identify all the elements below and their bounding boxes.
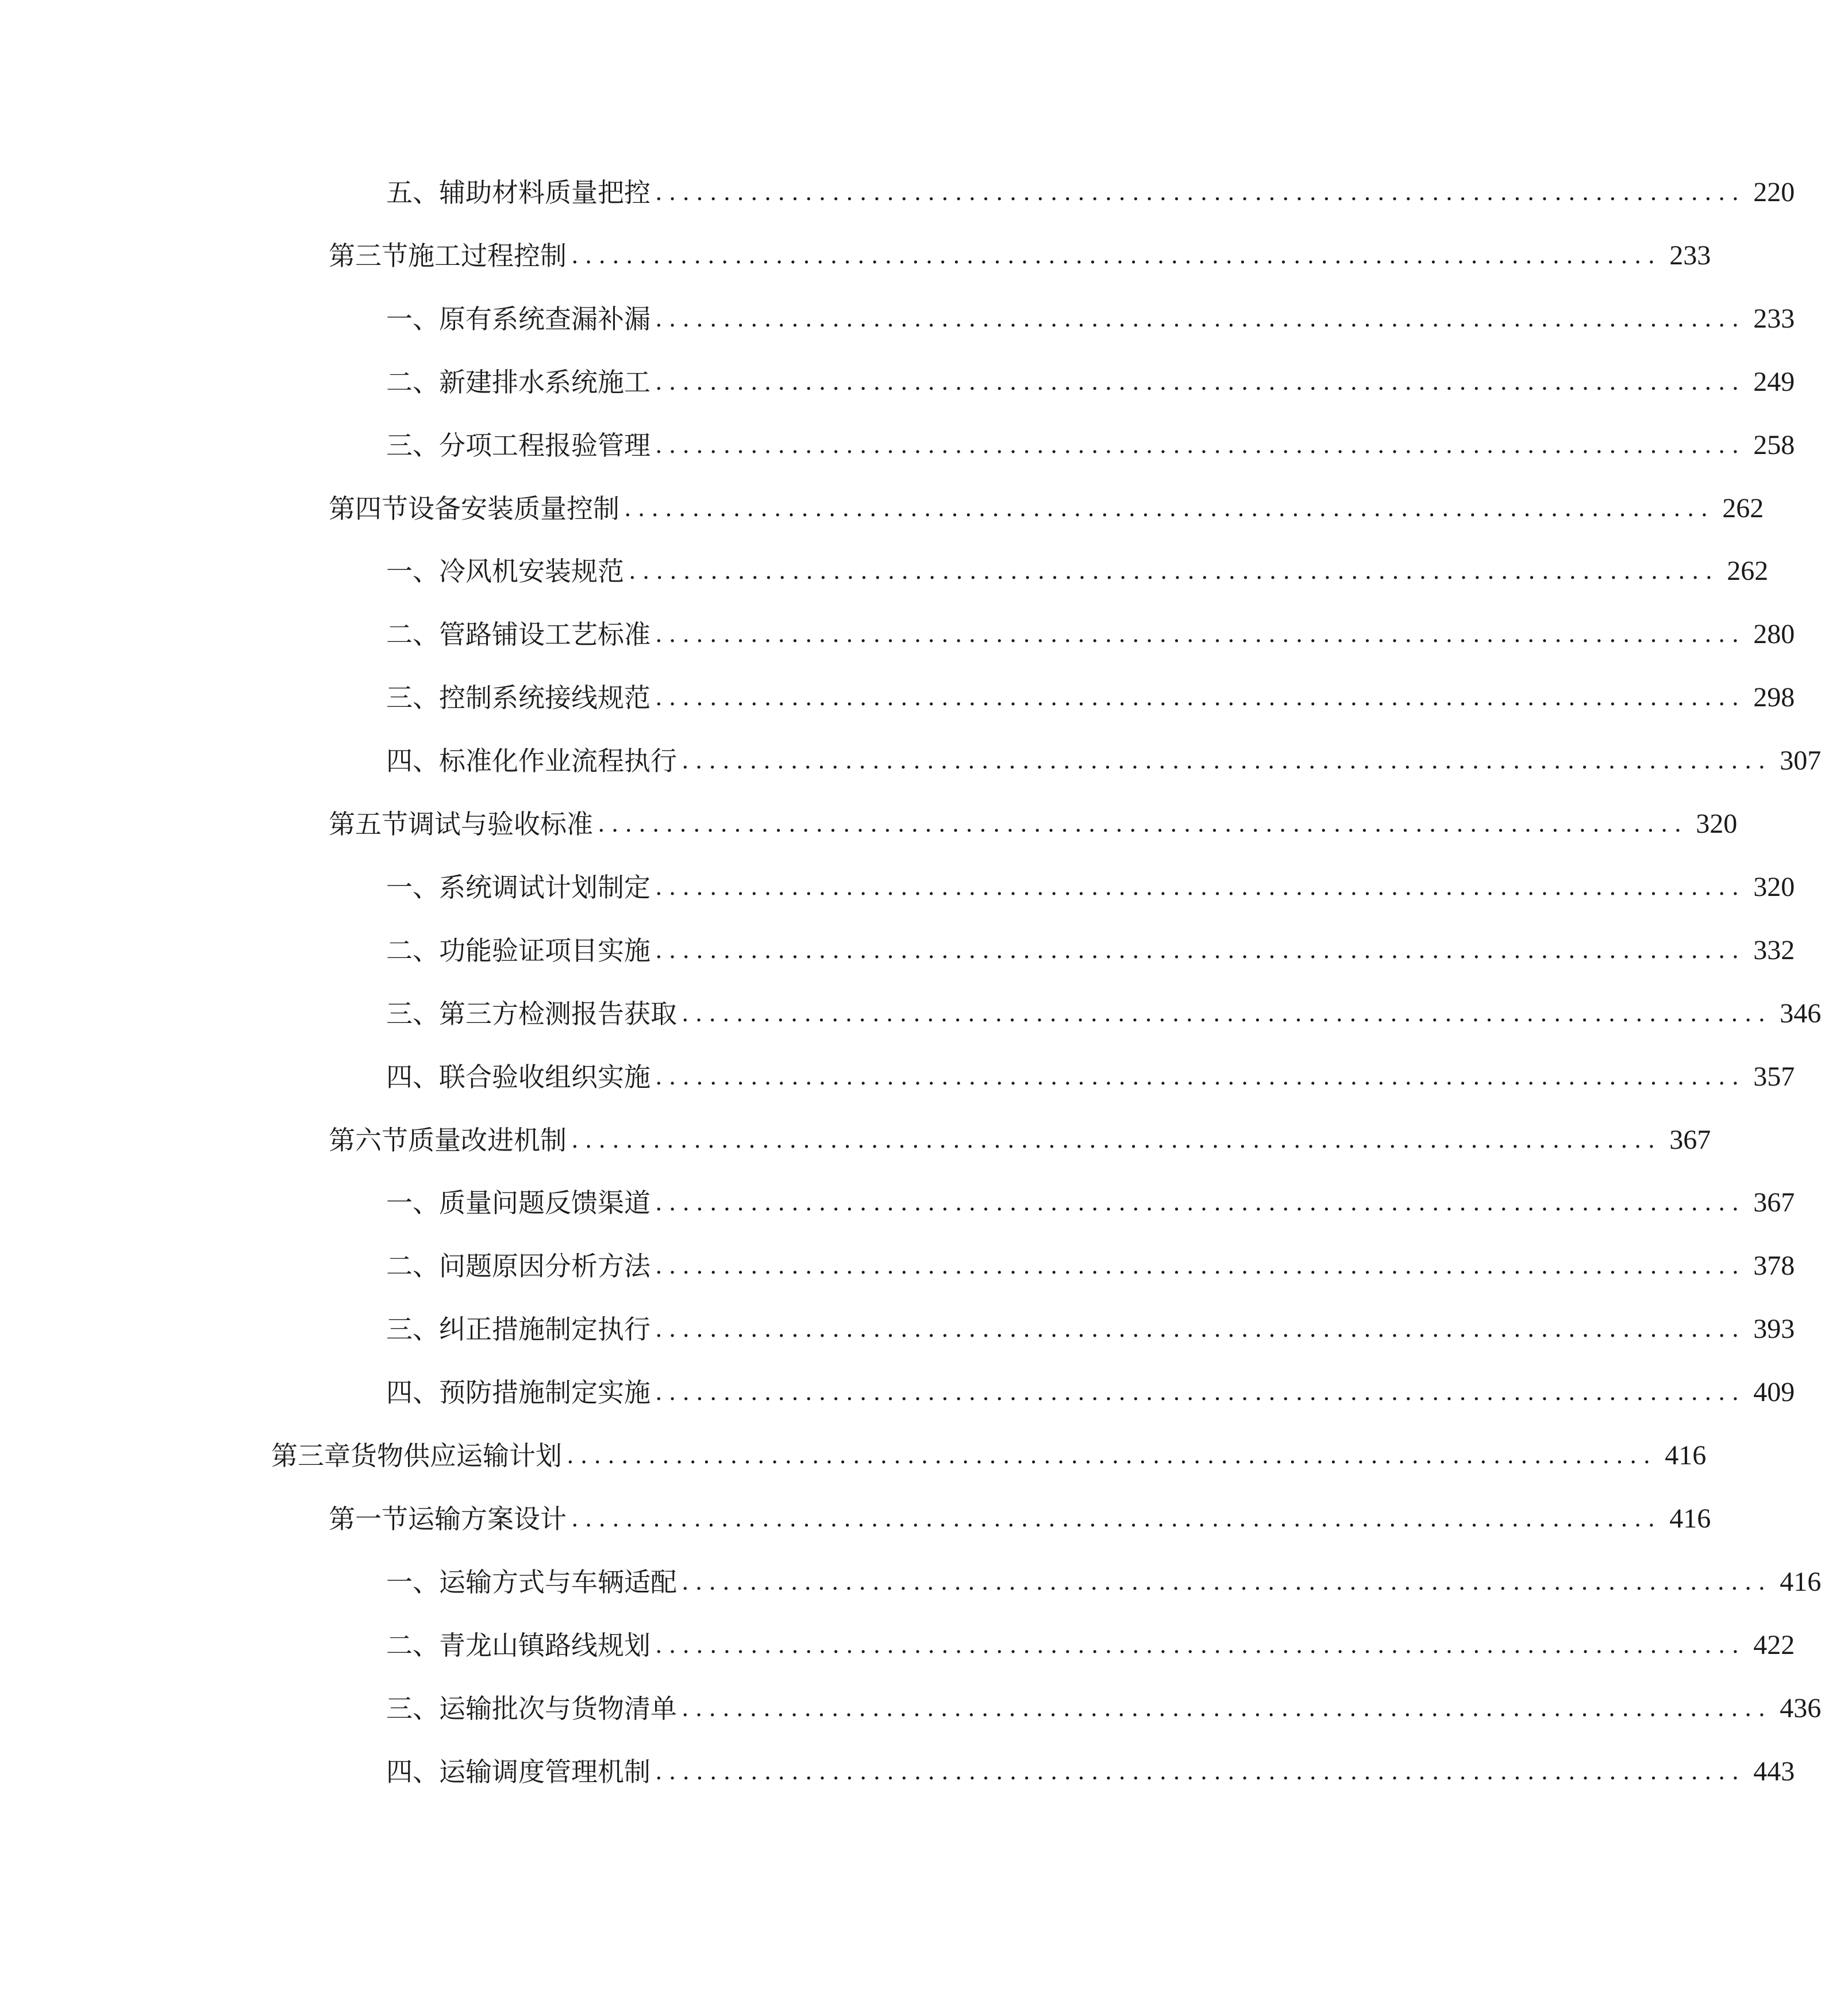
toc-entry-number: 三、 <box>386 430 439 461</box>
toc-dot-leader: ................................................................................ <box>655 306 1746 332</box>
toc-entry[interactable] <box>386 675 1795 721</box>
toc-dot-leader: ................................................................................ <box>655 1190 1746 1216</box>
toc-entry-number: 一、 <box>386 303 439 334</box>
toc-entry-title: 运输调度管理机制 <box>439 1756 650 1787</box>
toc-entry-number: 第三节 <box>329 240 408 271</box>
toc-dot-leader: ................................................................................ <box>682 1001 1772 1027</box>
toc-entry-title: 问题原因分析方法 <box>439 1251 650 1282</box>
toc-entry-title: 功能验证项目实施 <box>439 935 650 966</box>
toc-dot-leader: ................................................................................ <box>655 1316 1746 1342</box>
toc-entry-page-number: 393 <box>1753 1314 1795 1344</box>
toc-entry[interactable] <box>386 1686 1821 1732</box>
toc-dot-leader: ................................................................................ <box>571 1506 1662 1532</box>
toc-entry[interactable] <box>386 1180 1795 1226</box>
toc-entry-title: 运输方案设计 <box>408 1503 567 1534</box>
toc-entry-title: 运输方式与车辆适配 <box>439 1567 677 1598</box>
toc-entry-title: 青龙山镇路线规划 <box>439 1630 650 1661</box>
toc-entry-page-number: 367 <box>1669 1125 1711 1155</box>
toc-entry[interactable] <box>386 170 1795 216</box>
toc-entry-title: 第三方检测报告获取 <box>439 998 677 1029</box>
toc-dot-leader: ................................................................................ <box>682 1569 1772 1595</box>
toc-entry-page-number: 307 <box>1780 745 1821 776</box>
toc-entry-number: 二、 <box>386 935 439 966</box>
toc-entry-number: 四、 <box>386 745 439 776</box>
toc-entry-title: 施工过程控制 <box>408 240 567 271</box>
toc-dot-leader: ................................................................................ <box>629 558 1719 584</box>
toc-entry-page-number: 220 <box>1753 177 1795 207</box>
toc-dot-leader: ................................................................................ <box>571 1127 1662 1153</box>
toc-entry-page-number: 320 <box>1753 872 1795 902</box>
toc-dot-leader: ................................................................................ <box>655 369 1746 395</box>
toc-entry[interactable] <box>271 1433 1707 1479</box>
toc-entry-number: 第一节 <box>329 1503 408 1534</box>
toc-entry-title: 分项工程报验管理 <box>439 430 650 461</box>
toc-entry[interactable] <box>386 1559 1821 1605</box>
toc-dot-leader: ................................................................................ <box>655 1759 1746 1785</box>
toc-entry[interactable] <box>386 611 1795 657</box>
toc-entry-page-number: 280 <box>1753 619 1795 649</box>
toc-entry-page-number: 320 <box>1696 809 1738 839</box>
toc-entry[interactable] <box>386 1622 1795 1668</box>
toc-entry-title: 新建排水系统施工 <box>439 367 650 398</box>
toc-dot-leader: ................................................................................ <box>571 243 1662 269</box>
toc-entry[interactable] <box>329 1496 1711 1542</box>
toc-entry-page-number: 422 <box>1753 1630 1795 1660</box>
toc-entry-title: 调试与验收标准 <box>408 809 593 840</box>
toc-dot-leader: ................................................................................ <box>655 1379 1746 1406</box>
toc-entry-title: 运输批次与货物清单 <box>439 1693 677 1724</box>
toc-entry-title: 设备安装质量控制 <box>408 493 619 524</box>
toc-entry[interactable] <box>386 738 1821 784</box>
toc-dot-leader: ................................................................................ <box>655 621 1746 648</box>
toc-dot-leader: ................................................................................ <box>655 1632 1746 1659</box>
toc-entry-title: 联合验收组织实施 <box>439 1061 650 1092</box>
toc-entry-page-number: 233 <box>1669 240 1711 271</box>
toc-entry-page-number: 262 <box>1722 493 1764 524</box>
toc-dot-leader: ................................................................................ <box>682 1695 1772 1722</box>
toc-entry-page-number: 357 <box>1753 1061 1795 1092</box>
toc-entry[interactable] <box>329 486 1764 532</box>
toc-entry-page-number: 436 <box>1780 1693 1821 1723</box>
toc-entry-number: 三、 <box>386 1693 439 1724</box>
toc-entry-page-number: 332 <box>1753 935 1795 965</box>
toc-entry-number: 第四节 <box>329 493 408 524</box>
toc-entry-title: 质量问题反馈渠道 <box>439 1187 650 1218</box>
toc-entry-number: 一、 <box>386 556 439 587</box>
toc-dot-leader: ................................................................................ <box>624 495 1715 522</box>
toc-dot-leader: ................................................................................ <box>655 1064 1746 1090</box>
toc-entry-title: 纠正措施制定执行 <box>439 1314 650 1345</box>
toc-entry-number: 第三章 <box>271 1440 351 1471</box>
toc-entry-number: 四、 <box>386 1061 439 1092</box>
toc-entry[interactable] <box>329 233 1711 279</box>
toc-entry-page-number: 233 <box>1753 303 1795 334</box>
toc-entry-title: 质量改进机制 <box>408 1125 567 1156</box>
toc-entry-number: 五、 <box>386 177 439 208</box>
toc-entry-title: 标准化作业流程执行 <box>439 745 677 776</box>
toc-entry-page-number: 378 <box>1753 1251 1795 1281</box>
toc-entry-number: 四、 <box>386 1377 439 1408</box>
toc-entry[interactable] <box>386 1749 1795 1795</box>
toc-entry[interactable] <box>386 928 1795 974</box>
toc-entry-number: 第五节 <box>329 809 408 840</box>
toc-entry[interactable] <box>386 1054 1795 1100</box>
toc-entry-title: 冷风机安装规范 <box>439 556 624 587</box>
toc-entry-page-number: 367 <box>1753 1187 1795 1218</box>
toc-dot-leader: ................................................................................ <box>655 432 1746 459</box>
toc-dot-leader: ................................................................................ <box>655 874 1746 901</box>
toc-entry-number: 第六节 <box>329 1125 408 1156</box>
toc-entry-number: 二、 <box>386 1630 439 1661</box>
toc-dot-leader: ................................................................................ <box>655 937 1746 964</box>
toc-entry-page-number: 298 <box>1753 682 1795 713</box>
toc-entry-page-number: 409 <box>1753 1377 1795 1407</box>
toc-entry-number: 三、 <box>386 998 439 1029</box>
toc-dot-leader: ................................................................................ <box>598 811 1688 837</box>
toc-entry[interactable] <box>386 548 1769 594</box>
toc-entry[interactable] <box>386 296 1795 342</box>
toc-entry-page-number: 249 <box>1753 367 1795 397</box>
toc-dot-leader: ................................................................................ <box>655 1253 1746 1279</box>
toc-entry-page-number: 262 <box>1727 556 1769 586</box>
toc-dot-leader: ................................................................................ <box>682 748 1772 774</box>
toc-entry-page-number: 416 <box>1780 1567 1821 1597</box>
toc-entry-page-number: 416 <box>1665 1440 1707 1471</box>
toc-entry-page-number: 443 <box>1753 1756 1795 1787</box>
toc-entry-title: 货物供应运输计划 <box>351 1440 562 1471</box>
toc-entry[interactable] <box>386 1369 1795 1415</box>
toc-entry-title: 辅助材料质量把控 <box>439 177 650 208</box>
toc-entry-page-number: 346 <box>1780 998 1821 1029</box>
toc-dot-leader: ................................................................................ <box>655 179 1746 206</box>
toc-entry-number: 二、 <box>386 1251 439 1282</box>
toc-dot-leader: ................................................................................ <box>655 684 1746 711</box>
toc-entry-number: 一、 <box>386 1187 439 1218</box>
toc-entry[interactable] <box>386 864 1795 910</box>
toc-entry-number: 三、 <box>386 682 439 713</box>
toc-entry-title: 管路铺设工艺标准 <box>439 619 650 650</box>
toc-entry[interactable] <box>329 801 1738 847</box>
toc-entry-title: 预防措施制定实施 <box>439 1377 650 1408</box>
toc-entry[interactable] <box>386 1243 1795 1289</box>
toc-entry-title: 系统调试计划制定 <box>439 872 650 903</box>
toc-entry-number: 一、 <box>386 872 439 903</box>
toc-entry-number: 三、 <box>386 1314 439 1345</box>
toc-entry[interactable] <box>329 1117 1711 1163</box>
toc-entry[interactable] <box>386 1306 1795 1352</box>
toc-entry-number: 二、 <box>386 367 439 398</box>
toc-entry[interactable] <box>386 359 1795 405</box>
toc-entry-number: 二、 <box>386 619 439 650</box>
toc-entry-page-number: 416 <box>1669 1503 1711 1534</box>
toc-entry-title: 原有系统查漏补漏 <box>439 303 650 334</box>
toc-entry[interactable] <box>386 991 1821 1037</box>
toc-entry-number: 一、 <box>386 1567 439 1598</box>
toc-entry-number: 四、 <box>386 1756 439 1787</box>
toc-entry-page-number: 258 <box>1753 430 1795 460</box>
toc-entry-title: 控制系统接线规范 <box>439 682 650 713</box>
toc-dot-leader: ................................................................................ <box>567 1442 1657 1469</box>
toc-entry[interactable] <box>386 422 1795 468</box>
